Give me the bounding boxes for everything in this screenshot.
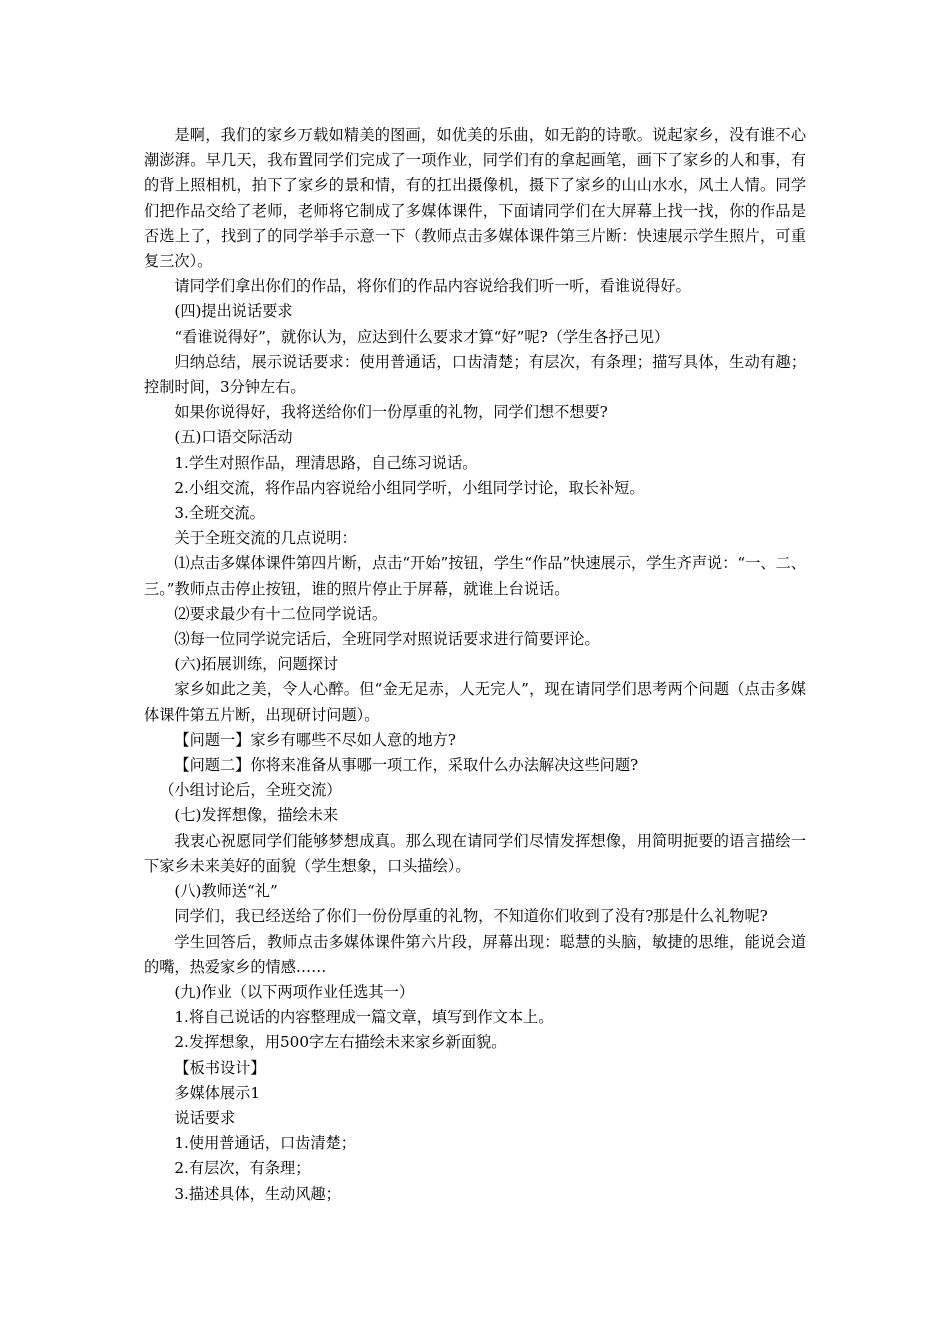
section-heading-6: (六)拓展训练，问题探讨: [174, 655, 339, 674]
paragraph-instruction: 请同学们拿出你们的作品，将你们的作品内容说给我们听一听，看谁说得好。: [174, 277, 691, 296]
board-design-heading: 【板书设计】: [174, 1058, 266, 1077]
note-item-1: ⑴点击多媒体课件第四片断，点击“开始”按钮，学生“作品”快速展示，学生齐声说：“一、二、三。”教师点击停止按钮，谁的照片停止于屏幕，就谁上台说话。: [144, 554, 806, 598]
section-heading-7: (七)发挥想像，描绘未来: [174, 806, 339, 825]
list-item-step-1: 1.学生对照作品，理清思路，自己练习说话。: [174, 453, 478, 472]
list-item-step-3: 3.全班交流。: [174, 504, 265, 523]
paragraph-notes-heading: 关于全班交流的几点说明：: [174, 529, 357, 548]
paragraph-hometown-beauty: 家乡如此之美，令人心醉。但“金无足赤，人无完人”，现在请同学们思考两个问题（点击多媒体课件第五片断，出现研讨问题）。: [144, 680, 806, 724]
note-item-2: ⑵要求最少有十二位同学说话。: [174, 604, 388, 623]
question-two: 【问题二】你将来准备从事哪一项工作，采取什么办法解决这些问题?: [174, 756, 639, 775]
paragraph-group-discussion: （小组讨论后，全班交流）: [159, 781, 342, 800]
board-requirement-2: 2.有层次，有条理；: [174, 1159, 311, 1178]
note-item-3: ⑶每一位同学说完话后，全班同学对照说话要求进行简要评论。: [174, 630, 600, 649]
homework-item-2: 2.发挥想象，用500字左右描绘未来家乡新面貌。: [174, 1033, 507, 1052]
document-page: [144, 123, 806, 1207]
paragraph-gift-question: 同学们，我已经送给了你们一份份厚重的礼物，不知道你们收到了没有?那是什么礼物呢?: [174, 907, 768, 926]
board-requirement-3: 3.描述具体，生动风趣；: [174, 1184, 341, 1203]
section-heading-8: (八)教师送“礼”: [174, 882, 278, 901]
board-requirements-label: 说话要求: [174, 1108, 236, 1127]
paragraph-intro: 是啊，我们的家乡万载如精美的图画，如优美的乐曲，如无韵的诗歌。说起家乡，没有谁不心潮澎湃。早几天，我布置同学们完成了一项作业，同学们有的拿起画笔，画下了家乡的人和事，有的背上照相机，拍下了家乡的景和情，有的扛出摄像机，摄下了家乡的山山水水，风土人情。同学们把作品交给了老师，老师将它制成了多媒体课件，下面请同学们在大屏幕上找一找，你的作品是否选上了，找到了的同学举手示意一下（教师点击多媒体课件第三片断：快速展示学生照片，可重复三次）。: [144, 126, 806, 271]
paragraph-gift-answer: 学生回答后，教师点击多媒体课件第六片段，屏幕出现：聪慧的头脑，敏捷的思维，能说会道的嘴，热爱家乡的情感……: [144, 932, 806, 976]
list-item-step-2: 2.小组交流，将作品内容说给小组同学听，小组同学讨论，取长补短。: [174, 478, 645, 497]
paragraph-imagination: 我衷心祝愿同学们能够梦想成真。那么现在请同学们尽情发挥想像，用简明扼要的语言描绘一下家乡未来美好的面貌（学生想象，口头描绘）。: [144, 831, 806, 875]
paragraph-summary: 归纳总结，展示说话要求：使用普通话，口齿清楚；有层次，有条理；描写具体，生动有趣；控制时间，3分钟左右。: [144, 352, 806, 397]
board-multimedia-label: 多媒体展示1: [174, 1083, 260, 1102]
section-heading-5: (五)口语交际活动: [174, 428, 293, 447]
board-requirement-1: 1.使用普通话，口齿清楚；: [174, 1134, 356, 1153]
section-heading-4: (四)提出说话要求: [174, 302, 293, 321]
paragraph-question-good: “看谁说得好”，就你认为，应达到什么要求才算“好”呢?（学生各抒己见）: [174, 327, 670, 346]
paragraph-gift-offer: 如果你说得好，我将送给你们一份厚重的礼物，同学们想不想要?: [174, 403, 608, 422]
section-heading-9: (九)作业（以下两项作业任选其一）: [174, 982, 415, 1001]
homework-item-1: 1.将自己说话的内容整理成一篇文章，填写到作文本上。: [174, 1008, 554, 1027]
question-one: 【问题一】家乡有哪些不尽如人意的地方?: [174, 730, 456, 749]
